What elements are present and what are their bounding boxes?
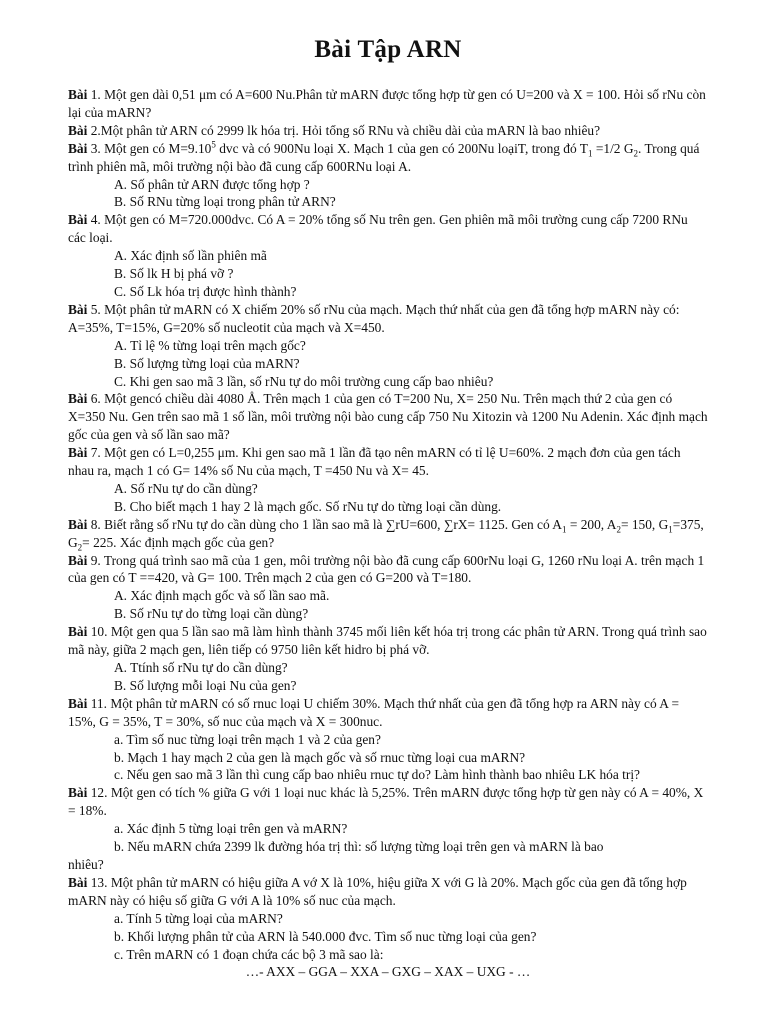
exercise-number: 4. xyxy=(90,212,101,228)
exercise-text: Trong quá trình sao mã của 1 gen, môi trường nội bào đã cung cấp 600rNu loại G, 1260 rNu loại A. trên mạch 1 của gen có T ==420, và G= 100. Trên mạch 2 của gen có G=200 và T=180. xyxy=(68,552,705,586)
exercise-label: Bài xyxy=(68,301,88,317)
exercise-option: A. Tỉ lệ % từng loại trên mạch gốc? xyxy=(114,337,306,353)
exercise-number: 12. xyxy=(90,785,108,801)
exercise-text: dvc và có 900Nu loại X. Mạch 1 của gen có 200Nu loạiT, trong đó T xyxy=(215,140,588,156)
exercise-text: =1/2 G xyxy=(592,140,634,156)
exercise-label: Bài xyxy=(68,122,88,138)
exercise-8 xyxy=(68,516,708,552)
exercise-label: Bài xyxy=(68,785,88,801)
exercise-label: Bài xyxy=(68,391,88,407)
codon-sequence: …- AXX – GGA – XXA – GXG – XAX – UXG - … xyxy=(245,964,531,980)
exercise-text: Một gencó chiều dài 4080 Å. Trên mạch 1 của gen có T=200 Nu, X= 250 Nu. Trên mạch thứ 2 của gen có X=350 Nu. Gen trên sao mã 1 số lần, môi trường nội bào cung cấp 750 Nu Xitozin và 1200 Nu Adenin. Xác định mạch gốc của gen và số lần sao mã? xyxy=(68,391,708,443)
exercise-option: A. Xác định mạch gốc và số lần sao mã. xyxy=(114,588,330,604)
exercise-option: B. Cho biết mạch 1 hay 2 là mạch gốc. Số rNu tự do từng loại cần dùng. xyxy=(114,498,502,514)
exercise-number: 13. xyxy=(90,874,108,890)
exercise-label: Bài xyxy=(68,140,88,156)
exercise-text: Biết rằng số rNu tự do cần dùng cho 1 lần sao mã là ∑rU=600, ∑rX= 1125. Gen có A xyxy=(104,516,562,532)
exercise-option: A. Ttính số rNu tự do cần dùng? xyxy=(114,660,288,675)
exercise-option-continuation: nhiêu? xyxy=(68,856,104,872)
exercise-text: Một gen có M=9.10 xyxy=(104,140,212,156)
exercise-text: Một gen có L=0,255 μm. Khi gen sao mã 1 lần đã tạo nên mARN có tỉ lệ U=60%. 2 mạch đơn của gen tách nhau ra, mạch 1 có G= 14% số Nu của mạch, T =450 Nu và X= 45. xyxy=(68,445,681,479)
exercise-text: Một gen có M=720.000dvc. Có A = 20% tổng số Nu trên gen. Gen phiên mã môi trường cung cấp 7200 RNu các loại. xyxy=(68,212,688,246)
exercise-text: Một phân tử mARN có hiệu giữa A vớ X là 10%, hiệu giữa X với G là 20%. Mạch gốc của gen đã tổng hợp mARN này có hiệu số giữa G với A là 10% số nuc của mạch. xyxy=(68,874,687,908)
exercise-option: a. Tính 5 từng loại của mARN? xyxy=(114,910,283,926)
exercise-option: A. Xác định số lần phiên mã xyxy=(114,248,267,264)
subscript: 2 xyxy=(633,148,639,159)
exercise-1 xyxy=(68,86,708,122)
subscript: 1 xyxy=(561,524,567,535)
superscript: 5 xyxy=(211,139,216,150)
subscript: 2 xyxy=(77,542,83,553)
exercise-label: Bài xyxy=(68,695,88,711)
exercise-number: 10. xyxy=(90,624,108,640)
exercise-5 xyxy=(68,301,708,337)
exercise-number: 8. xyxy=(90,516,101,532)
exercise-9 xyxy=(68,552,708,588)
exercise-option: b. Khối lượng phân tử của ARN là 540.000 đvc. Tìm số nuc từng loại của gen? xyxy=(114,928,537,944)
exercise-label: Bài xyxy=(68,445,88,461)
exercise-3 xyxy=(68,140,708,176)
exercise-label: Bài xyxy=(68,874,88,890)
exercise-text: . Trong quá trình phiên mã, môi trường nội bào đã cung cấp 600RNu loại A. xyxy=(68,140,700,174)
exercise-number: 9. xyxy=(90,552,101,568)
exercise-option: c. Nếu gen sao mã 3 lần thì cung cấp bao nhiêu rnuc tự do? Làm hình thành bao nhiêu LK hóa trị? xyxy=(114,767,640,783)
exercise-number: 3. xyxy=(90,140,101,156)
exercise-text: = 200, A xyxy=(566,516,617,532)
exercise-text: = 150, G xyxy=(620,516,669,532)
exercise-option: b. Mạch 1 hay mạch 2 của gen là mạch gốc và số rnuc từng loại cua mARN? xyxy=(114,749,526,765)
exercise-list xyxy=(68,86,708,981)
exercise-number: 6. xyxy=(90,391,101,407)
exercise-text: Một phân tử ARN có 2999 lk hóa trị. Hỏi tổng số RNu và chiều dài của mARN là bao nhiêu? xyxy=(100,122,601,138)
exercise-label: Bài xyxy=(68,87,88,102)
page-title: Bài Tập ARN xyxy=(314,36,462,63)
exercise-option: B. Số lượng từng loại của mARN? xyxy=(114,355,300,371)
exercise-number: 11. xyxy=(90,695,107,711)
exercise-number: 7. xyxy=(90,445,101,461)
exercise-option: B. Số RNu từng loại trong phân tử ARN? xyxy=(114,194,336,210)
exercise-2 xyxy=(68,122,708,140)
exercise-4 xyxy=(68,211,708,247)
exercise-number: 5. xyxy=(90,301,101,317)
exercise-option: A. Số phân tử ARN được tổng hợp ? xyxy=(114,176,310,192)
subscript: 1 xyxy=(587,148,593,159)
subscript: 1 xyxy=(668,524,673,535)
exercise-label: Bài xyxy=(68,624,88,640)
exercise-option: C. Khi gen sao mã 3 lần, số rNu tự do môi trường cung cấp bao nhiêu? xyxy=(114,373,494,389)
exercise-number: 1. xyxy=(90,87,101,102)
exercise-13 xyxy=(68,874,708,910)
exercise-label: Bài xyxy=(68,552,88,568)
exercise-option: a. Xác định 5 từng loại trên gen và mARN? xyxy=(114,821,348,837)
exercise-option: B. Số lk H bị phá vỡ ? xyxy=(114,266,234,282)
exercise-11 xyxy=(68,695,708,731)
exercise-text: Một gen có tích % giữa G với 1 loại nuc khác là 5,25%. Trên mARN được tổng hợp từ gen này có A = 40%, X = 18%. xyxy=(68,785,704,819)
exercise-number: 2. xyxy=(90,122,101,138)
exercise-7 xyxy=(68,444,708,480)
exercise-option: c. Trên mARN có 1 đoạn chứa các bộ 3 mã sao là: xyxy=(114,946,384,962)
exercise-option: a. Tìm số nuc từng loại trên mạch 1 và 2 của gen? xyxy=(114,731,381,747)
exercise-text: Một gen dài 0,51 μm có A=600 Nu.Phân tử mARN được tổng hợp từ gen có U=200 và X = 100. Hỏi số rNu còn lại của mARN? xyxy=(68,87,706,120)
exercise-12 xyxy=(68,784,708,820)
subscript: 2 xyxy=(616,524,621,535)
exercise-text: Một phân tử mARN có số rnuc loại U chiếm 30%. Mạch thứ nhất của gen đã tổng hợp ra ARN này có A = 15%, G = 35%, T = 30%, số nuc của mạch và X = 300nuc. xyxy=(68,695,680,729)
exercise-text: =375, G xyxy=(68,516,704,550)
exercise-option: A. Số rNu tự do cần dùng? xyxy=(114,480,258,496)
exercise-option: b. Nếu mARN chứa 2399 lk đường hóa trị thì: số lượng từng loại trên gen và mARN là bao xyxy=(114,839,604,855)
exercise-10 xyxy=(68,623,708,659)
exercise-label: Bài xyxy=(68,516,88,532)
exercise-text: Một phân tử mARN có X chiếm 20% số rNu của mạch. Mạch thứ nhất của gen đã tổng hợp mARN này có: A=35%, T=15%, G=20% số nucleotit của mạch và X=450. xyxy=(68,301,680,335)
exercise-6 xyxy=(68,390,708,444)
exercise-label: Bài xyxy=(68,212,88,228)
exercise-text: Một gen qua 5 lần sao mã làm hình thành 3745 mối liên kết hóa trị trong các phân tử ARN. Trong quá trình sao mã này, giữa 2 mạch gen, liên tiếp có 9750 liên kết hidro bị phá vỡ. xyxy=(68,624,707,658)
exercise-option: B. Số lượng mỗi loại Nu của gen? xyxy=(114,677,297,693)
exercise-text: = 225. Xác định mạch gốc của gen? xyxy=(82,534,275,550)
exercise-option: C. Số Lk hóa trị được hình thành? xyxy=(114,283,297,299)
exercise-option: B. Số rNu tự do từng loại cần dùng? xyxy=(114,606,309,622)
